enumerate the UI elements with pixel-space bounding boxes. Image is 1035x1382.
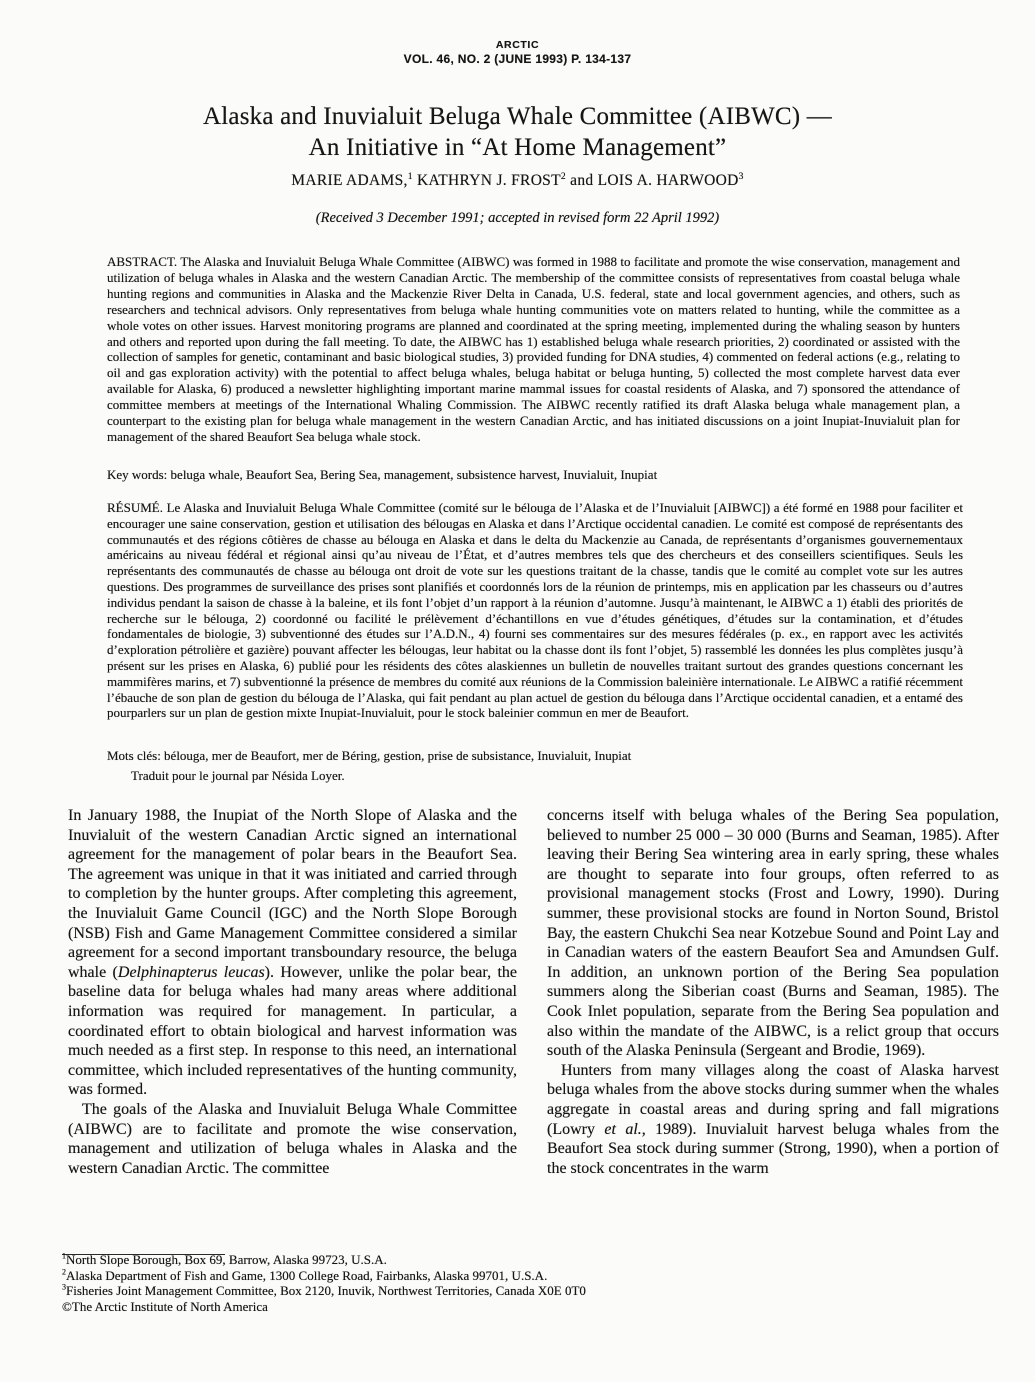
- paragraph-text: In January 1988, the Inupiat of the North Slope of Alaska and the Inuvialuit of the western Canadian Arctic signed an international agreement for the management of polar bears in the Beaufort Sea. The agreement was unique in that it was initiated and carried through to completion by the hunter groups. After completing this agreement, the Inuvialuit Game Council (IGC) and the North Slope Borough (NSB) Fish and Game Management Committee considered a similar agreement for a second important transboundary resource, the beluga whale (: [68, 807, 517, 981]
- article-title-line1: Alaska and Inuvialuit Beluga Whale Committee (AIBWC) —: [203, 103, 832, 130]
- body-left-column: [68, 806, 517, 1178]
- journal-name: ARCTIC: [495, 39, 540, 51]
- author-2-affiliation-sup: 2: [560, 170, 566, 182]
- author-1-affiliation-sup: 1: [407, 170, 413, 182]
- footnote-1-text: North Slope Borough, Box 69, Barrow, Alaska 99723, U.S.A.: [66, 1252, 387, 1267]
- footnotes-block: [62, 1252, 802, 1314]
- species-name-italic: Delphinapterus leucas: [117, 963, 265, 981]
- author-1: MARIE ADAMS,: [291, 172, 408, 189]
- paragraph-text: Hunters from many villages along the coast of Alaska harvest beluga whales from the above stocks during summer when the whales aggregate in coastal areas and during spring and fall migrations (Lowry: [547, 1061, 999, 1138]
- author-3-affiliation-sup: 3: [738, 170, 744, 182]
- copyright-note: ©The Arctic Institute of North America: [62, 1298, 268, 1314]
- abstract-text: The Alaska and Inuvialuit Beluga Whale Committee (AIBWC) was formed in 1988 to facilitate and promote the wise conservation, management and utilization of beluga whales in Alaska and the western Canadian Arctic. The membership of the committee consists of representatives from coastal beluga whale hunting regions and communities in Alaska and the Mackenzie River Delta in Canada, U.S. federal, state and local government agencies, and others, such as researchers and technical advisors. Only representatives from beluga whale hunting communities vote on matters related to hunting, while the committee as a whole votes on other issues. Harvest monitoring programs are planned and coordinated at the spring meeting, implemented during the whaling season by hunters and others and reported upon during the fall meeting. To date, the AIBWC has 1) established beluga whale research priorities, 2) coordinated or assisted with the collection of samples for genetic, contaminant and basic biological studies, 3) provided funding for DNA studies, 4) commented on federal actions (e.g., relating to oil and gas exploration activity) with the potential to affect beluga whales, beluga habitat or beluga hunting, 5) collected the most complete harvest data ever available for Alaska, 6) produced a newsletter highlighting important marine mammal issues for coastal residents of Alaska, and 7) sponsored the attendance of committee members at meetings of the International Whaling Commission. The AIBWC recently ratified its draft Alaska beluga whale management plan, a counterpart to the existing plan for beluga whale management in the western Canadian Arctic, and has initiated discussions on a joint Inupiat-Inuvialuit plan for management of the shared Beaufort Sea beluga whale stock.: [107, 254, 960, 444]
- resume-label: RÉSUMÉ.: [107, 500, 163, 515]
- body-right-column: [547, 806, 999, 1178]
- et-al-italic: et al.: [604, 1120, 642, 1138]
- body-paragraph-2: The goals of the Alaska and Inuvialuit Beluga Whale Committee (AIBWC) are to facilitate and promote the wise conservation, management and utilization of beluga whales in Alaska and the western Canadian Arctic. The committee: [68, 1100, 517, 1177]
- resume-text: Le Alaska and Inuvialuit Beluga Whale Committee (comité sur le bélouga de l’Alaska et de l’Inuvialuit [AIBWC]) a été formé en 1988 pour faciliter et encourager une saine conservation, gestion et utilisation des bélougas en Alaska et dans l’Arctique occidental canadien. Le comité est composé de représentants des communautés et des régions côtières de chasse au bélouga en Alaska et dans le delta du Mackenzie au Canada, de représentants d’organismes gouvernementaux américains au niveau fédéral et régional ainsi qu’au niveau de l’État, et d’autres membres tels que des chercheurs et des conseillers scientifiques. Seuls les représentants des communautés de chasse au bélouga ont droit de vote sur les questions traitant de la chasse, tandis que le comité au complet vote sur les autres questions. Des programmes de surveillance des prises sont planifiés et coordonnés lors de la réunion de printemps, mis en application par les chasseurs ou d’autres individus pendant la saison de chasse à la baleine, et ils font l’objet d’un rapport à la réunion d’automne. Jusqu’à maintenant, le AIBWC a 1) établi des priorités de recherche sur le bélouga, 2) coordonné ou facilité le prélèvement d’échantillons en vue d’études génétiques, d’études sur la contamination, et d’études fondamentales de biologie, 3) subventionné des études sur l’A.D.N., 4) fourni ses commentaires sur des mesures fédérales (p. ex., en rapport avec les activités d’exploration pétrolière et gazière) pouvant affecter les bélougas, leur habitat ou la chasse dont ils font l’objet, 5) rassemblé les données les plus complètes jusqu’à présent sur les prises en Alaska, 6) publié pour les résidents des côtes alaskiennes un bulletin de nouvelles traitant surtout des grandes questions concernant les mammifères marins, et 7) subventionné la présence de membres du comité aux réunions de la Commission baleinière internationale. Le AIBWC a ratifié récemment l’ébauche de son plan de gestion du bélouga de l’Alaska, qui fait pendant au plan actuel de gestion du bélouga dans l’Arctique occidental canadien, et a entamé des pourparlers sur un plan de gestion mixte Inupiat-Inuvialuit, pour le stock baleinier commun en mer de Beaufort.: [107, 500, 963, 721]
- footnote-2-marker: 2: [62, 1267, 67, 1277]
- footnote-1: [62, 1252, 802, 1268]
- resume-keywords: Mots clés: bélouga, mer de Beaufort, mer de Béring, gestion, prise de subsistance, Inuvialuit, Inupiat: [107, 748, 632, 763]
- journal-issue-line: VOL. 46, NO. 2 (JUNE 1993) P. 134-137: [403, 52, 632, 66]
- author-3: and LOIS A. HARWOOD: [565, 172, 739, 189]
- translator-note: Traduit pour le journal par Nésida Loyer.: [131, 768, 345, 783]
- paragraph-text: , 1989). Inuvialuit harvest beluga whales from the Beaufort Sea stock during summer (Strong, 1990), when a portion of the stock concentrates in the warm: [547, 1120, 1000, 1177]
- article-title-line2: An Initiative in “At Home Management”: [308, 134, 727, 161]
- resume-paragraph: [107, 500, 963, 721]
- body-paragraph-3: concerns itself with beluga whales of the Bering Sea population, believed to number 25 000 – 30 000 (Burns and Seaman, 1985). After leaving their Bering Sea wintering area in early spring, these whales are thought to separate into four groups, often referred to as provisional management stocks (Frost and Lowry, 1990). During summer, these provisional stocks are found in Norton Sound, Bristol Bay, the eastern Chukchi Sea near Kotzebue Sound and Point Lay and in Canadian waters of the eastern Beaufort Sea and Amundsen Gulf. In addition, an unknown portion of the Bering Sea population summers along the Siberian coast (Burns and Seaman, 1985). The Cook Inlet population, separate from the Bering Sea population and also within the mandate of the AIBWC, is a relict group that occurs south of the Alaska Peninsula (Sergeant and Brodie, 1969).: [547, 807, 999, 1060]
- footnote-3: [62, 1283, 802, 1299]
- article-title: [0, 101, 1035, 163]
- footnote-2-text: Alaska Department of Fish and Game, 1300 College Road, Fairbanks, Alaska 99701, U.S.A.: [66, 1267, 548, 1283]
- received-note: (Received 3 December 1991; accepted in revised form 22 April 1992): [315, 210, 720, 226]
- author-2: KATHRYN J. FROST: [412, 172, 561, 189]
- footnote-3-text: Fisheries Joint Management Committee, Box 2120, Inuvik, Northwest Territories, Canada X0E 0T0: [66, 1283, 586, 1299]
- abstract-keywords: Key words: beluga whale, Beaufort Sea, Bering Sea, management, subsistence harvest, Inuvialuit, Inupiat: [107, 467, 658, 482]
- journal-masthead: [0, 39, 1035, 66]
- footnote-1-marker: 1: [62, 1251, 67, 1261]
- abstract-paragraph: [107, 254, 960, 445]
- authors-line: [0, 172, 1035, 190]
- abstract-label: ABSTRACT.: [107, 254, 178, 269]
- body-paragraph-1: [68, 806, 517, 1100]
- paragraph-text: ). However, unlike the polar bear, the baseline data for beluga whales had many areas where additional information was required for management. In particular, a coordinated effort to obtain biological and harvest information was much needed as a first step. In response to this need, an international committee, which included representatives of the hunting community, was formed.: [68, 963, 517, 1099]
- body-paragraph-4: [547, 1061, 999, 1179]
- footnote-3-marker: 3: [62, 1282, 67, 1292]
- footnote-2: [62, 1268, 802, 1284]
